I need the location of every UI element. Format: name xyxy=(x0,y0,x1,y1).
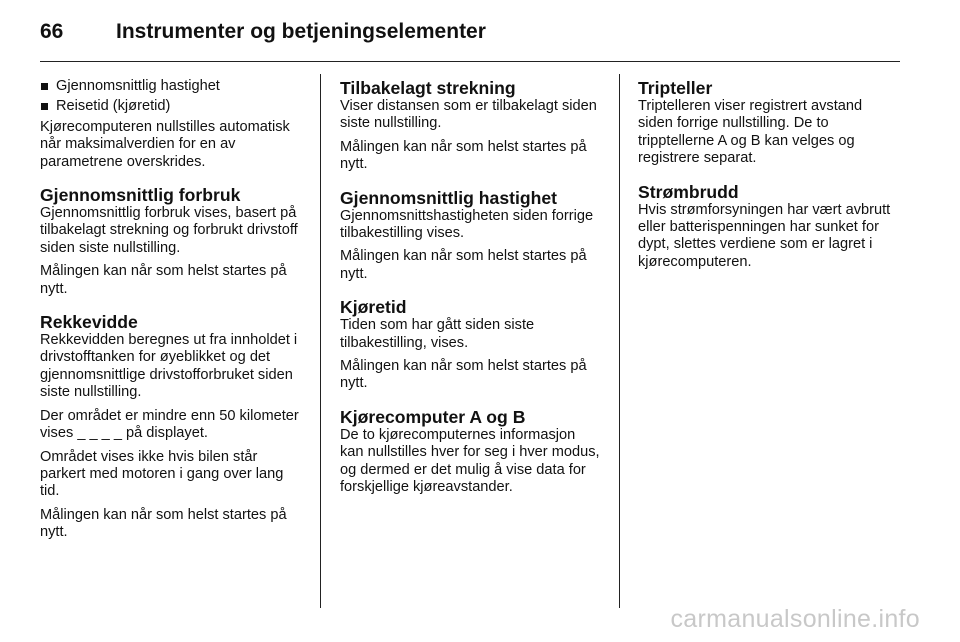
column-2 xyxy=(340,78,602,503)
watermark: carmanualsonline.info xyxy=(670,605,920,633)
heading-distance: Tilbakelagt strekning xyxy=(340,78,516,98)
paragraph: Hvis strømforsyningen har vært avbrutt eller batterispenningen har sunket for dypt, slettes verdiene som er lagret i kjørecomputeren. xyxy=(638,201,891,270)
paragraph-range-display: Der området er mindre enn 50 kilometer vises _ _ _ _ på displayet. xyxy=(40,407,299,442)
heading-avg-speed: Gjennomsnittlig hastighet xyxy=(340,187,557,208)
heading-range: Rekkevidde xyxy=(40,312,138,333)
list-item: Reisetid (kjøretid) xyxy=(40,98,302,115)
paragraph: Målingen kan når som helst startes på nytt. xyxy=(340,138,587,173)
paragraph: De to kjørecomputernes informasjon kan nullstilles hver for seg i hver modus, og dermed er det mulig å vise data for forskjellige kjøreavstander. xyxy=(340,426,600,496)
paragraph: Målingen kan når som helst startes på nytt. xyxy=(340,248,587,282)
intro-paragraph: Kjørecomputeren nullstilles automatisk når maksimalverdien for en av parametrene overskrides. xyxy=(40,118,290,170)
page-header xyxy=(40,14,900,50)
column-3 xyxy=(638,78,900,277)
page-number: 66 xyxy=(40,20,64,43)
paragraph: Viser distansen som er tilbakelagt siden siste nullstilling. xyxy=(340,98,597,132)
paragraph: Målingen kan når som helst startes på nytt. xyxy=(340,358,587,392)
header-rule xyxy=(40,61,900,62)
column-divider-1 xyxy=(320,74,321,608)
heading-computer-ab: Kjørecomputer A og B xyxy=(340,406,526,427)
square-bullet-icon xyxy=(41,83,48,90)
paragraph: Målingen kan når som helst startes på nytt. xyxy=(40,263,287,297)
paragraph: Rekkevidden beregnes ut fra innholdet i drivstofftanken for øyeblikket og det gjennomsnittlige drivstofforbruket siden siste nullstilling. xyxy=(40,332,298,401)
paragraph: Tiden som har gått siden siste tilbakestilling, vises. xyxy=(340,317,535,351)
square-bullet-icon xyxy=(41,103,48,110)
column-divider-2 xyxy=(619,74,620,608)
paragraph: Triptelleren viser registrert avstand siden forrige nullstilling. De to tripptellerne A og B kan velges og registrere separat. xyxy=(638,98,863,167)
heading-travel-time: Kjøretid xyxy=(340,297,407,318)
page-title: Instrumenter og betjeningselementer xyxy=(116,20,486,43)
dashes-symbol: _ _ _ _ xyxy=(77,425,122,442)
heading-trip-meter: Tripteller xyxy=(638,78,713,98)
heading-power-failure: Strømbrudd xyxy=(638,181,739,202)
paragraph: Gjennomsnittshastigheten siden forrige tilbakestilling vises. xyxy=(340,207,594,242)
paragraph: Målingen kan når som helst startes på nytt. xyxy=(40,506,287,541)
heading-avg-consumption: Gjennomsnittlig forbruk xyxy=(40,185,241,206)
paragraph: Gjennomsnittlig forbruk vises, basert på tilbakelagt strekning og forbrukt drivstoff siden siste nullstilling. xyxy=(40,205,298,256)
list-item: Gjennomsnittlig hastighet xyxy=(40,78,302,95)
bullet-list xyxy=(40,78,302,116)
column-1 xyxy=(40,78,302,548)
paragraph: Området vises ikke hvis bilen står parkert med motoren i gang over lang tid. xyxy=(40,448,284,500)
